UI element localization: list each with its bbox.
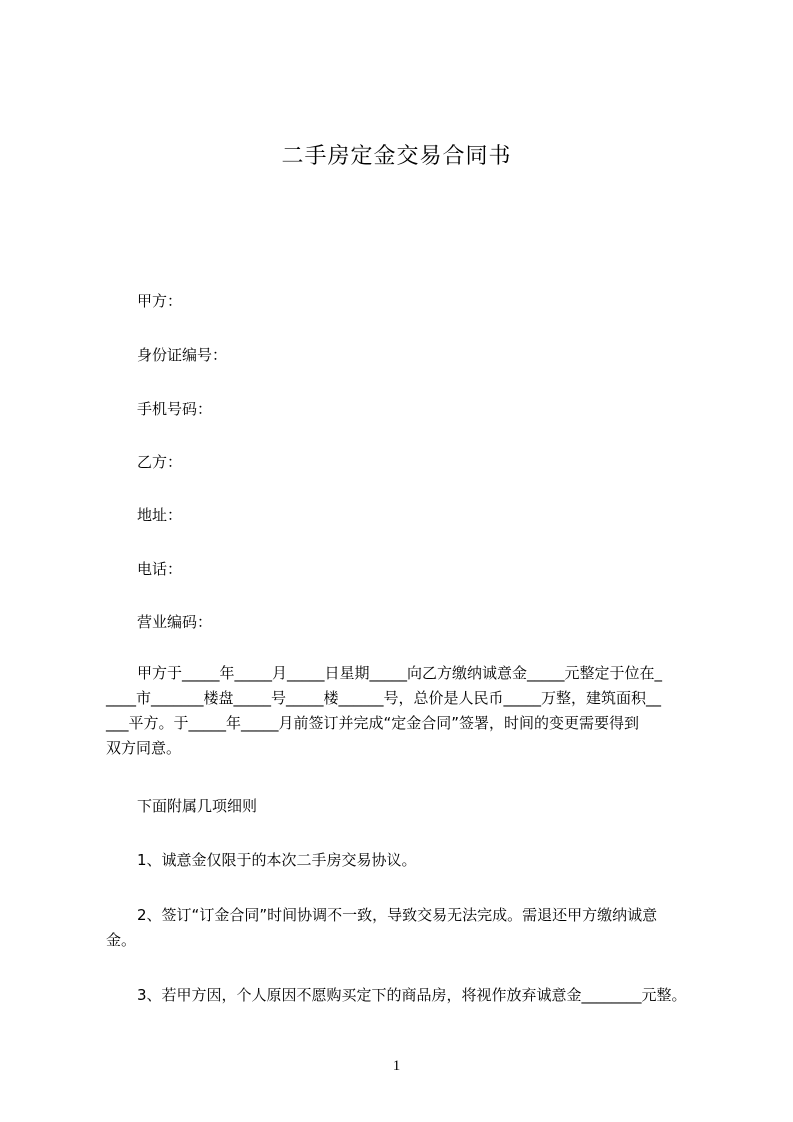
rule-2-line: 金。 — [106, 931, 137, 949]
main-clause-line: ___平方。于_____年_____月前签订并完成“定金合同”签署，时间的变更需要得到 — [106, 714, 640, 732]
party-b-field: 乙方： — [137, 453, 183, 471]
id-number-field: 身份证编号： — [137, 346, 228, 364]
main-clause-line: ____市_______楼盘_____号_____楼______号，总价是人民币_____万整，建筑面积__ — [106, 689, 662, 707]
phone-field: 手机号码： — [137, 400, 213, 418]
rule-2-line: 2、签订“订金合同”时间协调不一致，导致交易无法完成。需退还甲方缴纳诚意 — [137, 906, 658, 924]
address-field: 地址： — [137, 506, 183, 524]
rule-2-paragraph — [106, 903, 700, 953]
document-title: 二手房定金交易合同书 — [281, 144, 512, 169]
main-clause-line: 甲方于_____年_____月_____日星期_____向乙方缴纳诚意金_____元整定于位在_ — [137, 664, 663, 682]
business-code-field: 营业编码： — [137, 613, 213, 631]
rule-1: 1、诚意金仅限于的本次二手房交易协议。 — [137, 851, 417, 869]
details-heading: 下面附属几项细则 — [137, 797, 258, 815]
page-number: 1 — [392, 1058, 401, 1074]
telephone-field: 电话： — [137, 560, 183, 578]
main-clause-line: 双方同意。 — [106, 739, 182, 757]
party-a-field: 甲方： — [137, 292, 183, 310]
rule-3: 3、若甲方因，个人原因不愿购买定下的商品房，将视作放弃诚意金________元整。 — [137, 986, 687, 1004]
main-clause-paragraph — [106, 661, 700, 761]
